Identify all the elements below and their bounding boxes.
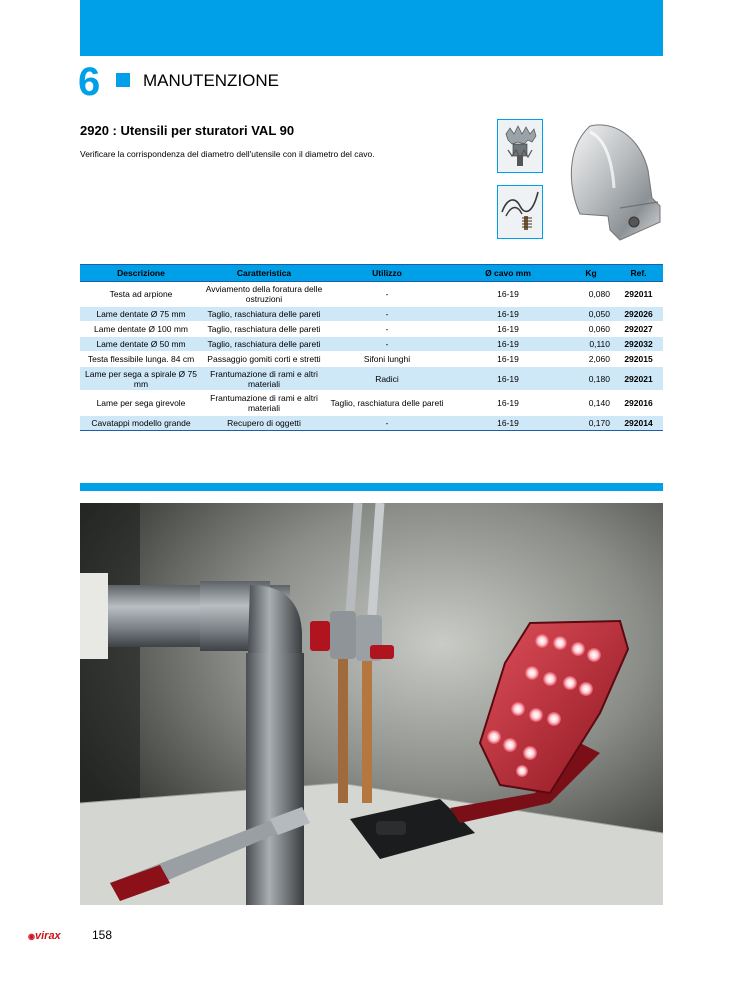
table-row (80, 282, 663, 307)
cell-caratteristica: Taglio, raschiatura delle pareti (202, 337, 326, 352)
cell-ref: 292016 (614, 391, 663, 416)
column-header-cavo: Ø cavo mm (448, 265, 568, 282)
cell-ref: 292011 (614, 282, 663, 307)
cell-utilizzo: - (326, 416, 448, 431)
cell-kg: 2,060 (568, 352, 614, 367)
cell-caratteristica: Recupero di oggetti (202, 416, 326, 431)
cell-descrizione: Lame per sega a spirale Ø 75 mm (80, 367, 202, 391)
cell-ref: 292015 (614, 352, 663, 367)
cell-descrizione: Cavatappi modello grande (80, 416, 202, 431)
cell-cavo: 16-19 (448, 367, 568, 391)
table-row (80, 337, 663, 352)
work-light-photo (80, 503, 663, 905)
cell-kg: 0,170 (568, 416, 614, 431)
column-header-kg: Kg (568, 265, 614, 282)
cell-descrizione: Lame dentate Ø 100 mm (80, 322, 202, 337)
cell-cavo: 16-19 (448, 416, 568, 431)
cell-caratteristica: Frantumazione di rami e altri materiali (202, 391, 326, 416)
section-divider-band (80, 483, 663, 491)
product-description: Verificare la corrispondenza del diametro dell'utensile con il diametro del cavo. (80, 149, 375, 159)
cell-caratteristica: Avviamento della foratura delle ostruzioni (202, 282, 326, 307)
table-row (80, 391, 663, 416)
cell-caratteristica: Taglio, raschiatura delle pareti (202, 307, 326, 322)
table-row (80, 307, 663, 322)
cell-utilizzo: Radici (326, 367, 448, 391)
table-row (80, 416, 663, 431)
cell-kg: 0,060 (568, 322, 614, 337)
cell-cavo: 16-19 (448, 322, 568, 337)
cell-ref: 292014 (614, 416, 663, 431)
column-header-caratteristica: Caratteristica (202, 265, 326, 282)
cell-cavo: 16-19 (448, 352, 568, 367)
toothed-blade-icon (498, 120, 542, 172)
column-header-utilizzo: Utilizzo (326, 265, 448, 282)
cell-utilizzo: - (326, 307, 448, 322)
cell-descrizione: Testa ad arpione (80, 282, 202, 307)
cell-kg: 0,080 (568, 282, 614, 307)
cell-caratteristica: Taglio, raschiatura delle pareti (202, 322, 326, 337)
table-row (80, 322, 663, 337)
cell-cavo: 16-19 (448, 391, 568, 416)
cell-ref: 292026 (614, 307, 663, 322)
cell-utilizzo: - (326, 322, 448, 337)
cell-descrizione: Testa flessibile lunga. 84 cm (80, 352, 202, 367)
cell-cavo: 16-19 (448, 337, 568, 352)
cell-kg: 0,050 (568, 307, 614, 322)
cell-caratteristica: Frantumazione di rami e altri materiali (202, 367, 326, 391)
cell-ref: 292027 (614, 322, 663, 337)
chapter-square-icon (116, 73, 130, 87)
cell-kg: 0,110 (568, 337, 614, 352)
cell-kg: 0,140 (568, 391, 614, 416)
spiral-saw-thumbnail (497, 185, 543, 239)
spiral-saw-icon (498, 186, 542, 238)
cell-descrizione: Lame dentate Ø 75 mm (80, 307, 202, 322)
cell-utilizzo: - (326, 337, 448, 352)
harpoon-head-icon (560, 118, 664, 242)
page-number: 158 (92, 928, 113, 942)
cell-utilizzo: - (326, 282, 448, 307)
cell-caratteristica: Passaggio gomiti corti e stretti (202, 352, 326, 367)
table-row (80, 352, 663, 367)
cell-utilizzo: Sifoni lunghi (326, 352, 448, 367)
cell-utilizzo: Taglio, raschiatura delle pareti (326, 391, 448, 416)
virax-logo: ◉virax (28, 930, 61, 942)
top-color-band (80, 0, 663, 56)
chapter-title: MANUTENZIONE (143, 71, 279, 90)
cell-cavo: 16-19 (448, 307, 568, 322)
specs-table (80, 264, 663, 431)
product-title: 2920 : Utensili per sturatori VAL 90 (80, 123, 295, 138)
cell-descrizione: Lame per sega girevole (80, 391, 202, 416)
cell-descrizione: Lame dentate Ø 50 mm (80, 337, 202, 352)
toothed-blade-thumbnail (497, 119, 543, 173)
cell-ref: 292021 (614, 367, 663, 391)
cell-kg: 0,180 (568, 367, 614, 391)
column-header-descrizione: Descrizione (80, 265, 202, 282)
chapter-number: 6 (78, 60, 101, 104)
table-header-row (80, 265, 663, 282)
cell-cavo: 16-19 (448, 282, 568, 307)
cell-ref: 292032 (614, 337, 663, 352)
table-row (80, 367, 663, 391)
column-header-ref: Ref. (614, 265, 663, 282)
